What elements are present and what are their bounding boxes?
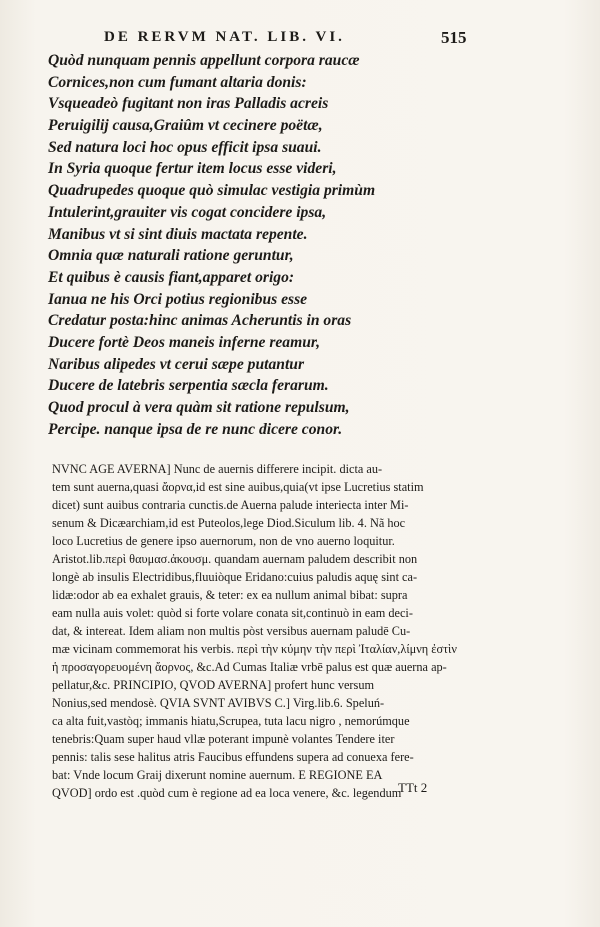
verse-line: Credatur posta:hinc animas Acheruntis in oras [48, 312, 352, 330]
verse-line: Quadrupedes quoque quò simulac vestigia primùm [48, 182, 376, 200]
commentary-line: Nonius,sed mendosè. QVIA SVNT AVIBVS C.] Virg.lib.6. Speluń- [52, 696, 385, 710]
verse-line: Vsqueadeò fugitant non iras Palladis acreis [48, 95, 329, 113]
commentary-line: mæ vicinam commemorat his verbis. περὶ τὴν κύμην τὴν περὶ Ἰταλίαν,λίμνη ἐστὶν [52, 642, 457, 656]
commentary-line: lidæ:odor ab ea exhalet grauis, & teter: ex ea nullum animal bibat: supra [52, 588, 408, 602]
commentary-line: ca alta fuit,vastòq; immanis hiatu,Scrupea, tuta lacu nigro , nemorúmque [52, 714, 410, 728]
verse-line: Ducere fortè Deos maneis inferne reamur, [48, 333, 321, 351]
commentary-line: longè ab insulis Electridibus,fluuiòque Eridano:cuius paludis aquę sint ca- [52, 570, 418, 584]
verse-line: Sed natura loci hoc opus efficit ipsa suaui. [48, 138, 322, 156]
verse-line: Ianua ne his Orci potius regionibus esse [48, 290, 308, 308]
verse-line: In Syria quoque fertur item locus esse videri, [48, 160, 337, 178]
verse-block [48, 50, 548, 440]
commentary-line: eam nulla auis volet: quòd si forte volare conata sit,continuò in eam deci- [52, 606, 413, 620]
commentary-line: senum & Dicæarchiam,id est Puteolos,lege Diod.Siculum lib. 4. Nã hoc [52, 516, 406, 530]
commentary-line: dicet) sunt auibus contraria cunctis.de Auerna palude interiecta inter Mi- [52, 498, 409, 512]
commentary-line: dat, & intereat. Idem aliam non multis pòst versibus auernam paludē Cu- [52, 624, 411, 638]
verse-line: Quod procul à vera quàm sit ratione repulsum, [48, 399, 350, 416]
verse-line: Quòd nunquam pennis appellunt corpora raucæ [48, 52, 360, 69]
verse-line: Intulerint,grauiter vis cogat concidere ipsa, [48, 203, 327, 221]
commentary-line: ἡ προσαγορευομένη ἄορνος, &c.Ad Cumas Italiæ vrbē palus est quæ auerna ap- [52, 660, 447, 674]
page-number: 515 [441, 28, 467, 47]
commentary-line: QVOD] ordo est .quòd cum è regione ad ea loca venere, &c. legendum [52, 786, 402, 800]
commentary-line: pellatur,&c. PRINCIPIO, QVOD AVERNA] profert hunc versum [52, 678, 375, 692]
catchword: TTt 2 [398, 780, 428, 795]
verse-line: Cornices,non cum fumant altaria donis: [48, 73, 307, 91]
verse-line: Percipe. nanque ipsa de re nunc dicere conor. [48, 420, 343, 438]
commentary-line: pennis: talis sese halitus atris Faucibus effundens supera ad conuexa fere- [52, 750, 414, 764]
commentary-line: Aristot.lib.περὶ θαυμασ.ἀκουσμ. quandam auernam paludem describit non [52, 552, 418, 566]
verse-line: Ducere de latebris serpentia sæcla ferarum. [48, 377, 329, 395]
verse-line: Omnia quæ naturali ratione geruntur, [48, 247, 294, 265]
verse-line: Manibus vt si sint diuis mactata repente. [48, 225, 308, 243]
commentary-line: bat: Vnde locum Graij dixerunt nomine auernum. E REGIONE EA [52, 768, 383, 782]
running-title: DE RERVM NAT. LIB. VI. [104, 29, 345, 45]
commentary-line: tenebris:Quam super haud vllæ poterant impunè volantes Tendere iter [52, 732, 395, 746]
commentary-line: loco Lucretius de genere ipso auernorum, non de vno auerno loquitur. [52, 534, 395, 548]
verse-line: Naribus alipedes vt cerui sæpe putantur [48, 355, 305, 373]
verse-line: Peruigilij causa,Graiûm vt cecinere poëtæ, [48, 117, 323, 135]
commentary-block [52, 460, 472, 802]
commentary-line: tem sunt auerna,quasi ἄορνα,id est sine auibus,quia(vt ipse Lucretius statim [52, 480, 424, 494]
commentary-line: NVNC AGE AVERNA] Nunc de auernis differere incipit. dicta au- [52, 462, 383, 476]
verse-line: Et quibus è causis fiant,apparet origo: [48, 268, 295, 286]
